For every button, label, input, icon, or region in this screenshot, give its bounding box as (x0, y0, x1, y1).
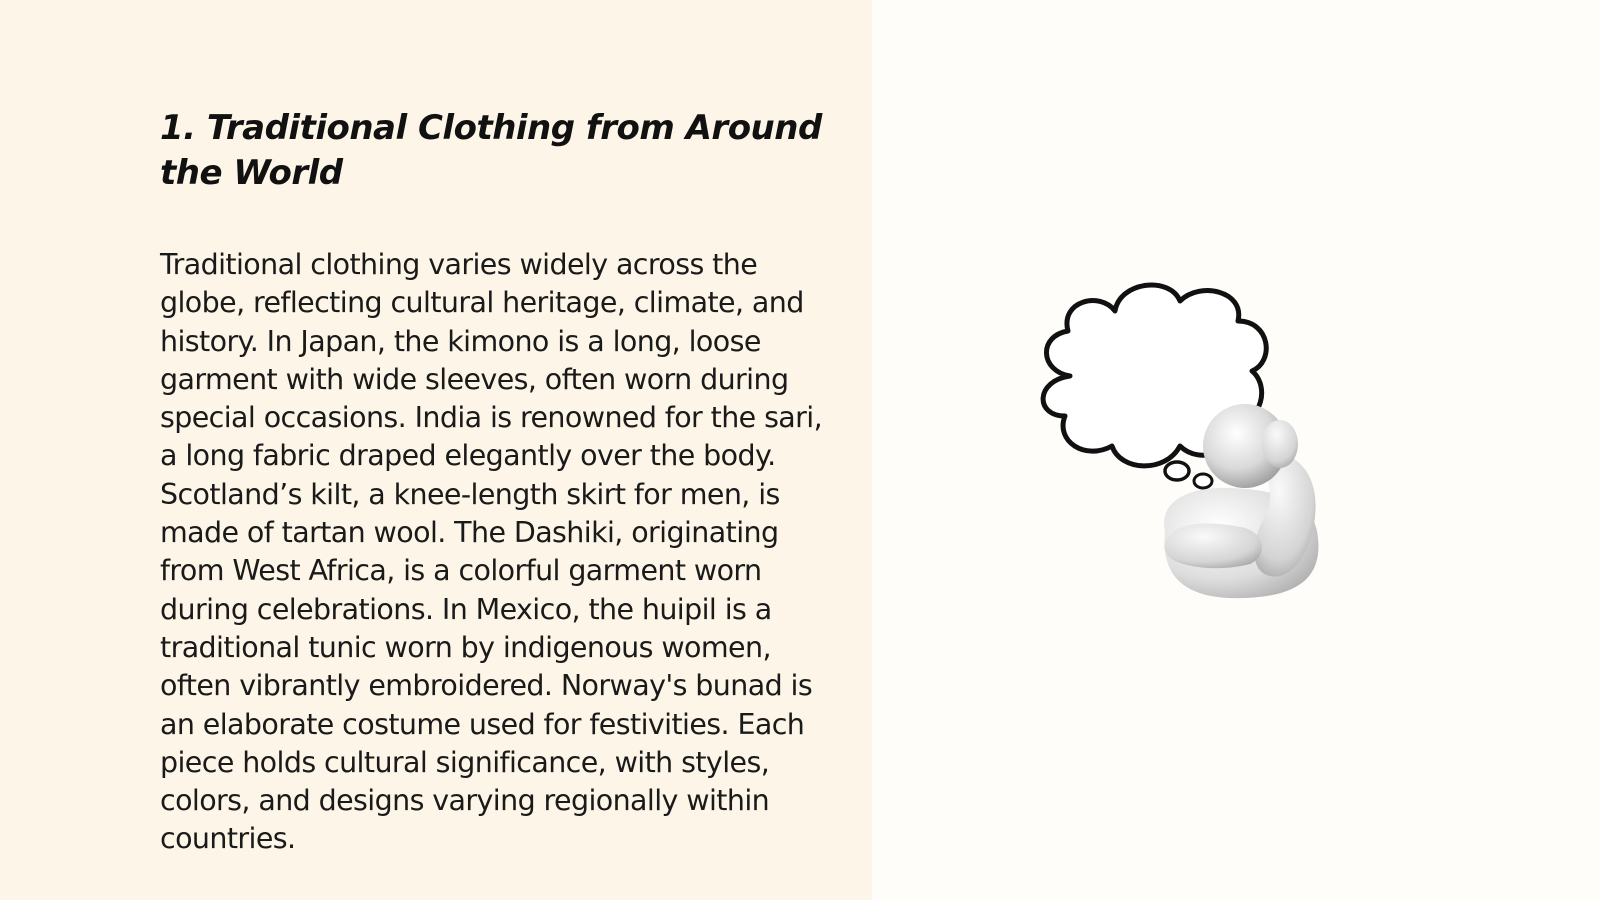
thinking-person-thought-bubble-icon (1030, 276, 1350, 616)
slide-title: 1. Traditional Clothing from Around the World (160, 108, 822, 193)
slide-body-text: Traditional clothing varies widely across the globe, reflecting cultural heritage, climate, and history. In Japan, the kimono is a long, loose garment with wide sleeves, often worn during special occasions. India is renowned for the sari, a long fabric draped elegantly over the body. Scotland’s kilt, a knee-length skirt for men, is made of tartan wool. The Dashiki, originating from West Africa, is a colorful garment worn during celebrations. In Mexico, the huipil is a traditional tunic worn by indigenous women, often vibrantly embroidered. Norway's bunad is an elaborate costume used for festivities. Each piece holds cultural significance, with styles, colors, and designs varying regionally within countries. (160, 248, 823, 856)
